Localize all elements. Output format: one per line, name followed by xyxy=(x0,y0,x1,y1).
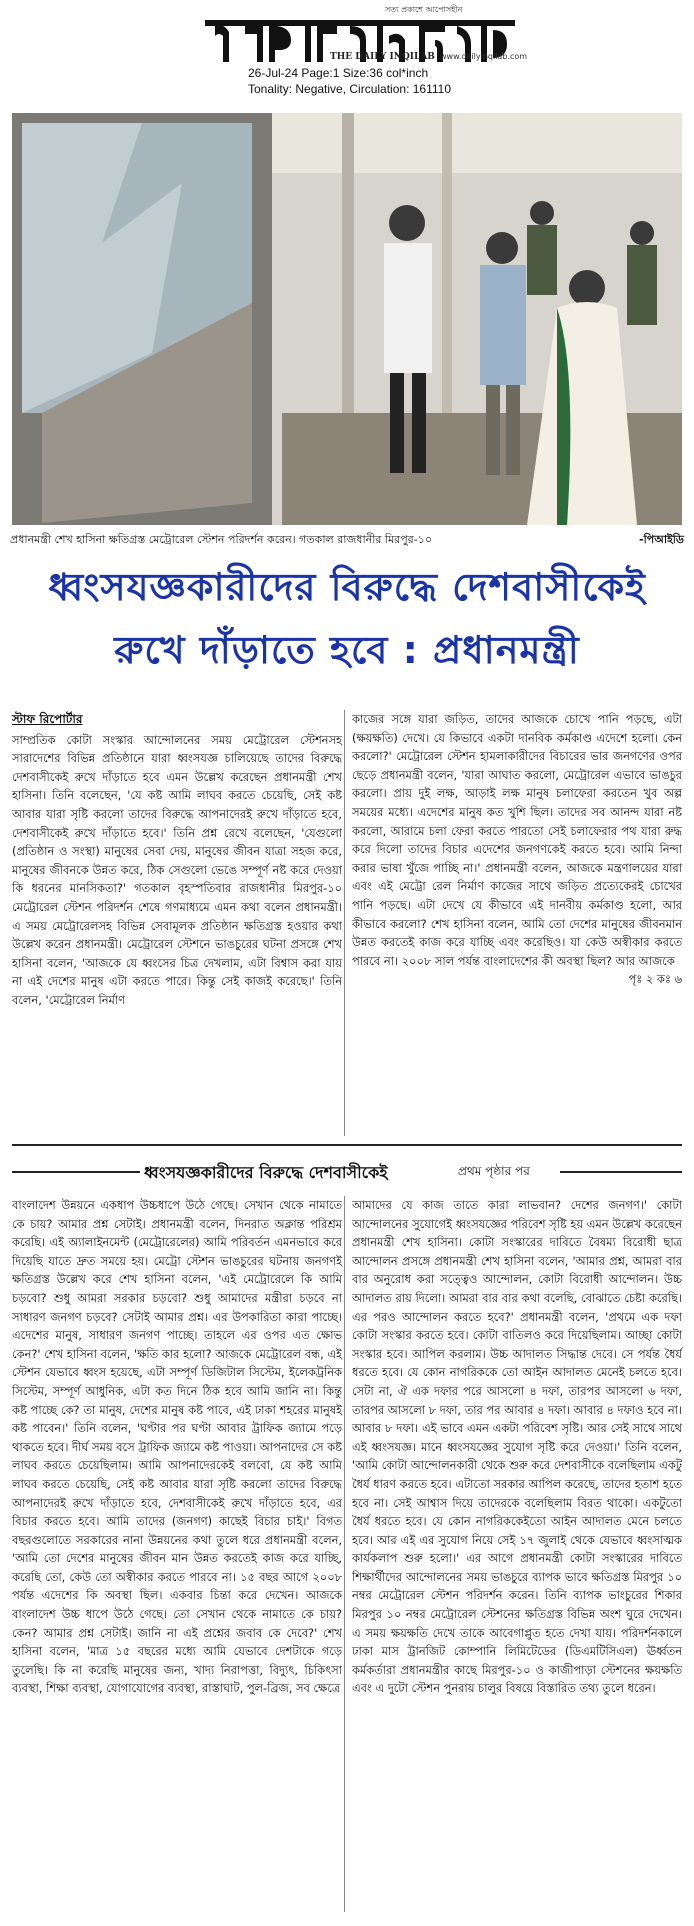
column-rule xyxy=(344,710,345,1136)
story-text-right: কাজের সঙ্গে যারা জড়িত, তাদের আজকে চোখে পানি পড়ছে, এটা (ক্ষয়ক্ষতি) দেখে। যে কিভাবে একটা দানবিক কর্মকাণ্ড এদেশে হলো। কেন করলো?' মেট্রোরেল স্টেশন হামলাকারীদের বিচারের ভার জনগণের ওপর ছেড়ে প্রধানমন্ত্রী বলেন, 'যারা আঘাত করলো, মেট্রোরেল এভাবে ভাঙচুর করলো। প্রায় দুই লক্ষ, আড়াই লক্ষ মানুষ চলাফেরা করতেন খুব অল্প সময়ের মধ্যে। এদেশের মানুষ কত খুশি ছিল। তাদের সব আনন্দ যারা নষ্ট করলো, আরামে চলা ফেরা করতে পারতো সেই চলাফেরার পথ যারা রুদ্ধ করে দিলো তাদের বিচার এদেশের জনগণকেই করতে হবে। আমি নিন্দা করার ভাষা খুঁজে পাচ্ছি না।' প্রধানমন্ত্রী বলেন, আজকে মন্ত্রণালয়ের যারা এবং এই মেট্রো রেল নির্মাণ কাজের সাথে জড়িত প্রত্যেকেরই চোখের পানি পড়ছে। এটা দেখে যে কীভাবে এই দানবীয় কর্মকাণ্ড হলো, আর কীভাবে করলো? শেখ হাসিনা বলেন, আমি তো দেশের মানুষের জীবনমান উন্নত করতেই কাজ করে যাচ্ছি এবং করেছিও। যা কেউ অস্বীকার করতে পারবে না। ২০০৮ সাল পর্যন্ত বাংলাদেশের কী অবস্থা ছিল? আর আজকে xyxy=(352,712,682,968)
story-column-right xyxy=(352,710,682,989)
masthead-website: www.dailyinqilab.com xyxy=(440,52,528,61)
masthead-english-name: THE DAILY INQILAB xyxy=(330,52,435,62)
continued-marker: পৃঃ ২ কঃ ৬ xyxy=(628,972,682,987)
jump-column-left xyxy=(12,1196,342,1698)
column-rule xyxy=(344,1196,345,1912)
masthead xyxy=(0,0,694,110)
jump-text-left: বাংলাদেশ উন্নয়নে একধাপ উচ্চধাপে উঠে গেছে। সেখান থেকে নামাতে কে চায়? আমার প্রশ্ন সেটাই। প্রধানমন্ত্রী বলেন, দিনরাত অক্লান্ত পরিশ্রম করেছি। এই অ্যালাইনমেন্ট (মেট্রোরেলের) আমি পরিবর্তন এমনভাবে করে দিয়েছি যাতে দ্রুত সময়ে হয়। মেট্রো স্টেশন ভাঙচুরের ঘটনায় জনগণই ক্ষতিগ্রস্ত উল্লেখ করে শেখ হাসিনা বলেন, 'এই মেট্রোরেলে কি আমি চড়বো? শুধু আমরা সরকার চড়বো? শুধু আমাদের মন্ত্রীরা চড়বে না সাধারণ জনগণ চড়বে? সেটাই আমার প্রশ্ন। এর উপকারিতা কারা পাচ্ছে। এদেশের মানুষ, সাধারণ জনগণ পাচ্ছে। তাহলে এর ওপর এত ক্ষোভ কেন?' শেখ হাসিনা বলেন, 'ক্ষতি কার হলো? আজকে মেট্রোরেল বন্ধ, এই স্টেশন যেভাবে ধ্বংস হয়েছে, এটা সম্পূর্ণ ডিজিটাল সিস্টেম, ইলেকট্রনিক সিস্টেম, সম্পূর্ণ আধুনিক, এটা কত দিনে ঠিক হবে আমি জানি না। কিন্তু কষ্ট পাচ্ছে কে? তা মানুষ, দেশের মানুষ কষ্ট পাবে, এই ঢাকা শহরের মানুষই কষ্ট পাবেন।' তিনি বলেন, 'ঘণ্টার পর ঘণ্টা আবার ট্রাফিক জ্যামে পড়ে থাকতে হবে। দীর্ঘ সময় বসে ট্রাফিক জ্যামে কষ্ট পাওয়া। আপনাদের সে কষ্ট লাঘব করতে চেয়েছিলাম। আমি আপনাদেরকেই বলবো, যে কষ্ট আমি লাঘব করতে চেয়েছি, সেই কষ্ট আবার যারা সৃষ্টি করলো তাদের বিরুদ্ধে আপনাদেরই রুখে দাঁড়াতে হবে, দেশবাসীকেই রুখে দাঁড়াতে হবে, এর বিচার করতে হবে। আমি তাদের (জনগণ) কাছেই বিচার চাই।' বিগত বছরগুলোতে সরকারের নানা উন্নয়নের কথা তুলে ধরে প্রধানমন্ত্রী বলেন, 'আমি তো দেশের মানুষের জীবন মান উন্নত করতেই কাজ করে যাচ্ছি, করেছি তো, কেউ তো অস্বীকার করতে পারবে না। ১৫ বছর আগে ২০০৮ পর্যন্ত এদেশের কি অবস্থা ছিল। একবার চিন্তা করে দেখেন। আজকে বাংলাদেশ উচ্চ ধাপে উঠে গেছে। তো সেখান থেকে নামাতে কে চায়? কেন? আমার প্রশ্ন সেটাই। জানি না এই প্রশ্নের জবাব কে দেবে?' শেখ হাসিনা বলেন, 'মাত্র ১৫ বছরের মধ্যে আমি যেভাবে দেশটাকে গড়ে তুলেছি। কি না করেছি মানুষের জন্য, খাদ্য নিরাপত্তা, বিদ্যুৎ, চিকিৎসা ব্যবস্থা, শিক্ষা ব্যবস্থা, যোগাযোগের ব্যবস্থা, রাস্তাঘাট, পুল-ব্রিজ, সব ক্ষেত্রে xyxy=(12,1198,342,1696)
masthead-tagline: সত্য প্রকাশে আপোসহীন xyxy=(385,5,463,14)
story-column-left xyxy=(12,710,342,1010)
photo-caption-text: প্রধানমন্ত্রী শেখ হাসিনা ক্ষতিগ্রস্ত মেট্রোরেল স্টেশন পরিদর্শন করেন। গতকাল রাজধানীর মিরপুর-১০ xyxy=(10,533,432,546)
byline: স্টাফ রিপোর্টার xyxy=(12,712,83,726)
news-photo xyxy=(12,113,682,525)
headline xyxy=(10,555,684,681)
clipping-meta-date: 26-Jul-24 Page:1 Size:36 col*inch xyxy=(248,66,429,80)
jump-column-right xyxy=(352,1196,682,1698)
photo-caption xyxy=(10,531,684,550)
clipping-meta-tonality: Tonality: Negative, Circulation: 161110 xyxy=(248,82,452,96)
jump-subtitle: প্রথম পৃষ্ঠার পর xyxy=(458,1164,530,1178)
headline-line-1: ধ্বংসযজ্ঞকারীদের বিরুদ্ধে দেশবাসীকেই xyxy=(48,565,646,609)
section-divider xyxy=(12,1144,682,1146)
jump-text-right: আমাদের যে কাজ তাতে কারা লাভবান? দেশের জনগণ।' কোটা আন্দোলনের সুযোগেই ধ্বংসযজ্ঞের পরিবেশ সৃষ্টি হয় এমন উল্লেখ করেছেন প্রধানমন্ত্রী শেখ হাসিনা। কোটা সংস্কারের দাবিতে বৈষম্য বিরোধী ছাত্র আন্দোলন প্রসঙ্গে প্রধানমন্ত্রী শেখ হাসিনা বলেন, 'আমার প্রশ্ন, আমরা বার বার অনুরোধ করা সত্ত্বেও আন্দোলন, কোটা বিরোধী আন্দোলন। উচ্চ আদালত রায় দিলো। আমরা বার বার কথা বলেছি, বোঝাতে চেষ্টা করেছি। এর পরও আন্দোলন করতে হবে?' প্রধানমন্ত্রী বলেন, 'প্রথমে এক দফা কোটা সংস্কার করতে হবে। কোটা বাতিলও করে দিয়েছিলাম। আচ্ছা কোটা সংস্কার হবে। আপিল করলাম। উচ্চ আদালত সিদ্ধান্ত দেবে। সে পর্যন্ত ধৈর্য ধরতে হবে। যে কোন নাগরিককে তো আইন আদালত মেনেই চলতে হবে। সেটা না, ঐ এক দফার পরে আসলো ৪ দফা, তারপর আসলো ৬ দফা, তারপর আসলো ৮ দফা, তার পর আবার ৪ দফা। আবার ৪ দফাও হবে না। আবার ৮ দফা। এই ভাবে এমন একটা পরিবেশ সৃষ্টি। আর সেই সাথে সাথে এই ধ্বংসযজ্ঞ। মানে ধ্বংসযজ্ঞের সুযোগ সৃষ্টি করে দেওয়া।' তিনি বলেন, 'আমি কোটা আন্দোলনকারী থেকে শুরু করে দেশবাসীকে বলেছিলাম একটু ধৈর্য ধারণ করতে হবে। এটাতো সরকার আপিল করেছে, তাদের হতাশ হতে হবে না। সেই আশ্বাস দিয়ে তাদেরকে বলেছিলাম বিরত থাকো। একটুতো ধৈর্য ধরতে হবে। যে কোন নাগরিককেইতো আইন আদালত মেনে চলতে হবে। আর এই এর সুযোগ নিয়ে সেই ১৭ জুলাই থেকে যেভাবে ধ্বংসাত্মক কার্যকলাপ শুরু হলো।' এর আগে প্রধানমন্ত্রী কোটা সংস্কারের দাবিতে শিক্ষার্থীদের আন্দোলনের সময় ভাঙচুরে ব্যাপক ভাবে ক্ষতিগ্রস্ত মিরপুর ১০ নম্বর মেট্রোরেল স্টেশন পরিদর্শন করেন। তিনি ব্যাপক ভাংচুরের শিকার মিরপুর ১০ নম্বর মেট্রোরেল স্টেশনের ক্ষতিগ্রস্ত বিভিন্ন অংশ ঘুরে দেখেন। এ সময় ক্ষয়ক্ষতি দেখে তাকে আবেগাপ্লুত হতে দেখা যায়। পরিদর্শনকালে ঢাকা মাস ট্রানজিট কোম্পানি লিমিটেডের (ডিএমটিসিএল) ঊর্ধ্বতন কর্মকর্তারা প্রধানমন্ত্রীর কাছে মিরপুর-১০ ও কাজীপাড়া স্টেশনের ক্ষয়ক্ষতি এবং এ দুটো স্টেশন পুনরায় চালুর বিষয়ে বিস্তারিত তথ্য তুলে ধরেন। xyxy=(352,1198,682,1696)
jump-header-rule-right xyxy=(560,1171,682,1173)
jump-title: ধ্বংসযজ্ঞকারীদের বিরুদ্ধে দেশবাসীকেই xyxy=(144,1163,388,1182)
story-text-left: সাম্প্রতিক কোটা সংস্কার আন্দোলনের সময় মেট্রোরেল স্টেশনসহ সারাদেশের বিভিন্ন প্রতিষ্ঠানে যারা ধ্বংসযজ্ঞ চালিয়েছে তাদের বিরুদ্ধে দেশবাসীকেই রুখে দাঁড়াতে হবে এমন উল্লেখ করেছেন প্রধানমন্ত্রী শেখ হাসিনা। তিনি বলেছেন, 'যে কষ্ট আমি লাঘব করতে চেয়েছি, সেই কষ্ট আবার যারা সৃষ্টি করলো তাদের বিরুদ্ধে আপনাদেরই রুখে দাঁড়াতে হবে, দেশবাসীকেই রুখে দাঁড়াতে হবে।' তিনি প্রশ্ন রেখে বলেছেন, 'যেগুলো (প্রতিষ্ঠান ও সংস্থা) মানুষের সেবা দেয়, মানুষের জীবন যাত্রা সহজ করে, মানুষের জীবনকে উন্নত করে, ঠিক সেগুলো ভেঙে সম্পূর্ণ নষ্ট করে দেওয়া কি ধরনের মানসিকতা?' গতকাল বৃহস্পতিবার রাজধানীর মিরপুর-১০ মেট্রোরেল স্টেশন পরিদর্শন শেষে গণমাধ্যমে এমন কথা বলেন প্রধানমন্ত্রী। এ সময় মেট্রোরেলসহ বিভিন্ন সেবামূলক প্রতিষ্ঠান ক্ষতিগ্রস্ত হওয়ার কথা উল্লেখ করেন প্রধানমন্ত্রী। মেট্রোরেল স্টেশনে ভাঙচুরের ঘটনা প্রসঙ্গে শেখ হাসিনা বলেন, 'আজকে যে ধ্বংসের চিত্র দেখলাম, এটা বিশ্বাস করা যায় না এই দেশের মানুষ এটা করতে পারে। কিন্তু সেই কাজই করেছে।' তিনি বলেন, 'মেট্রোরেল নির্মাণ xyxy=(12,732,342,1007)
jump-header-rule-left xyxy=(12,1171,140,1173)
photo-credit: -পিআইডি xyxy=(639,533,684,546)
headline-line-2: রুখে দাঁড়াতে হবে : প্রধানমন্ত্রী xyxy=(114,628,580,672)
jump-header xyxy=(12,1160,682,1184)
